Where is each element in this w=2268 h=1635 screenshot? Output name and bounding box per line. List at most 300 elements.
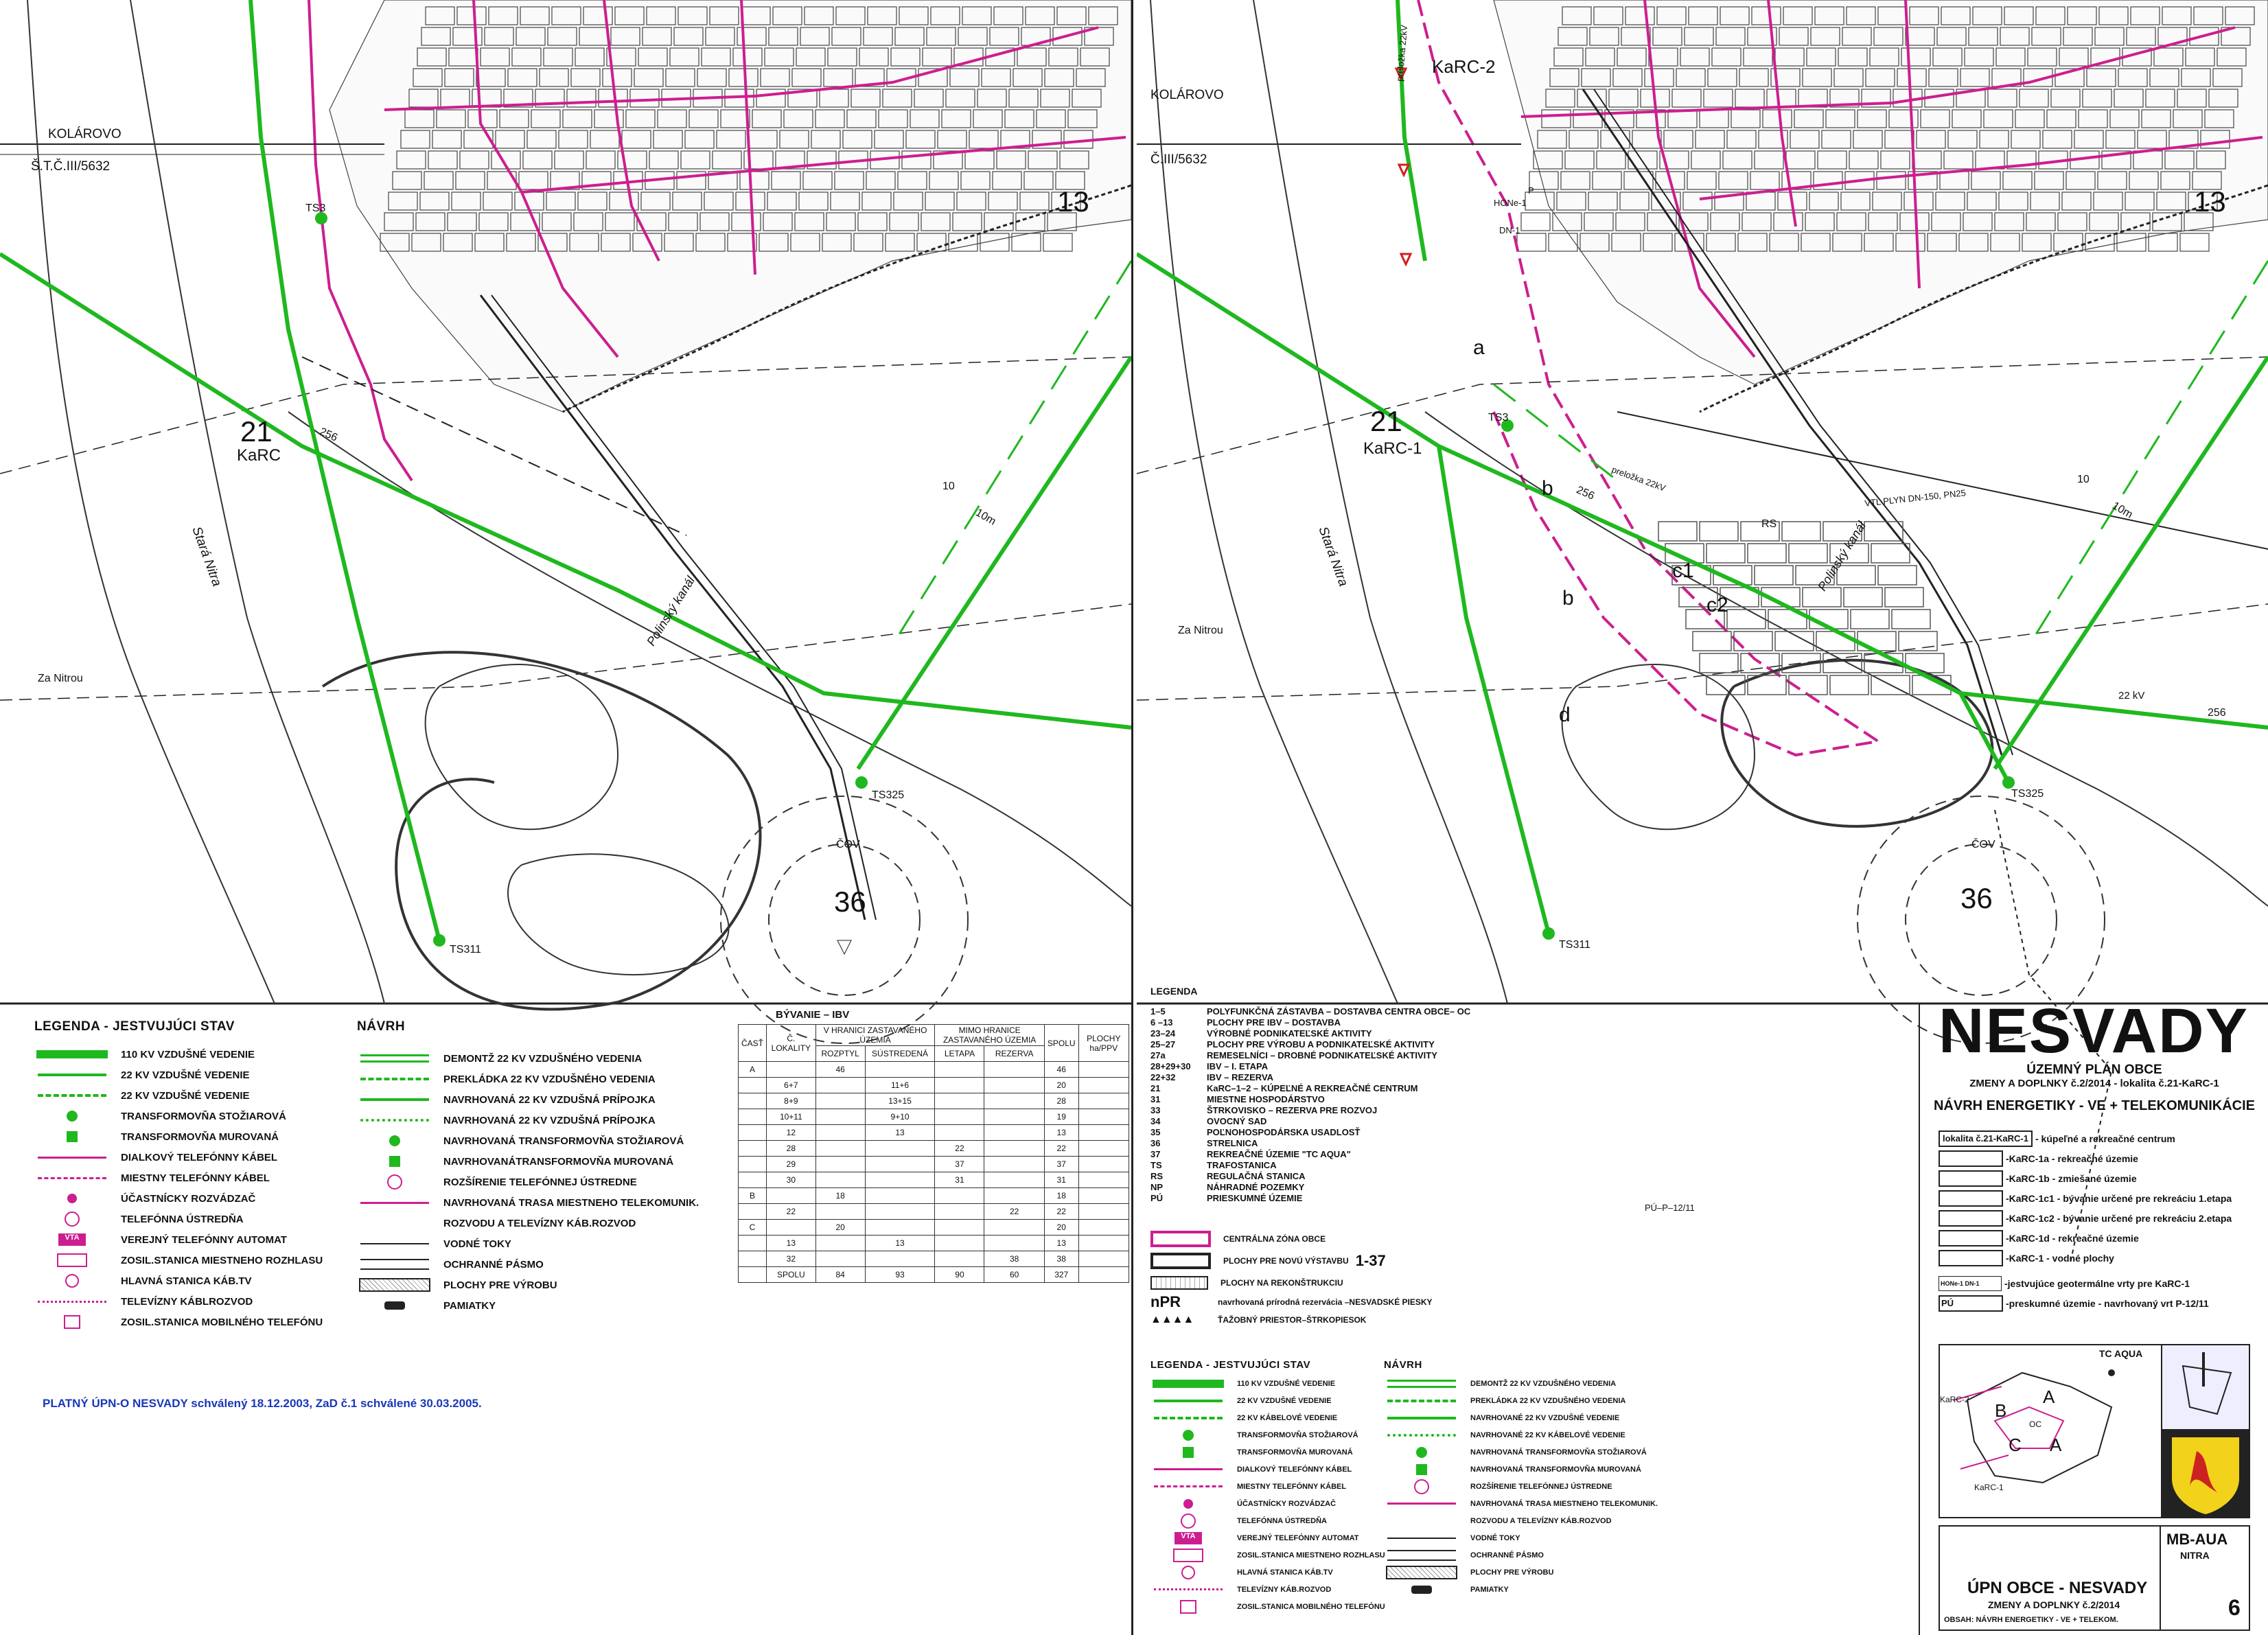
table-cell: 11+6 [865, 1078, 935, 1093]
table-row [739, 1062, 1129, 1078]
table-cell: 37 [935, 1157, 984, 1172]
legend-row [357, 1213, 699, 1233]
table-cell [935, 1078, 984, 1093]
table-cell: SPOLU [767, 1267, 816, 1283]
legend-symbol [357, 1195, 432, 1210]
table-cell [1078, 1141, 1129, 1157]
code-value: PLOCHY PRE VÝROBU A PODNIKATEĽSKÉ AKTIVITY [1207, 1039, 1435, 1050]
table-cell: 38 [984, 1251, 1044, 1267]
legend-symbol: VTA [34, 1232, 110, 1247]
legend-row [34, 1291, 323, 1312]
table-cell [1078, 1172, 1129, 1188]
map-label-karc: KaRC [237, 446, 281, 465]
map-label-ts311: TS311 [450, 944, 481, 955]
table-cell [865, 1062, 935, 1078]
table-cell: 13 [865, 1236, 935, 1251]
lokalita-swatch [1939, 1170, 2003, 1187]
lokalita-label: -KaRC-1c2 - bývanie určené pre rekreáciu 2.etapa [2006, 1212, 2232, 1224]
stamp-sheet: 6 [2228, 1595, 2241, 1620]
map-label-kolarovo: KOLÁROVO [48, 127, 121, 141]
table-cell [865, 1141, 935, 1157]
legend-label: DIALKOVÝ TELEFÓNNY KÁBEL [1237, 1465, 1352, 1474]
code-row [1150, 1138, 1470, 1149]
legend-symbol [34, 1273, 110, 1288]
lokalita-label: -KaRC-1c1 - bývanie určené pre rekreáciu 1.etapa [2006, 1192, 2232, 1204]
table-cell [935, 1251, 984, 1267]
table-cell [935, 1125, 984, 1141]
map-label-a: a [1473, 336, 1485, 359]
code-key: 36 [1150, 1138, 1161, 1148]
map-label-256-r: 256 [2208, 707, 2226, 719]
legend-symbol [1384, 1428, 1459, 1443]
left-map-panel [0, 0, 1131, 1635]
table-cell: 327 [1044, 1267, 1078, 1283]
map-label-ts325-r: TS325 [2011, 788, 2044, 800]
legend-row [357, 1172, 699, 1192]
legend-symbol [1150, 1445, 1226, 1460]
north-arrow-box [2161, 1344, 2250, 1432]
zone-recon: PLOCHY NA REKONŠTRUKCIU [1220, 1278, 1343, 1288]
table-cell [1078, 1204, 1129, 1220]
code-key: RS [1150, 1171, 1164, 1181]
table-cell [815, 1157, 865, 1172]
inset-karc2: KaRC-2 [1940, 1395, 1969, 1404]
table-cell [815, 1093, 865, 1109]
table-cell: 22 [935, 1141, 984, 1157]
legend-symbol [1150, 1514, 1226, 1529]
table-cell [984, 1093, 1044, 1109]
inset-karc1: KaRC-1 [1974, 1483, 2004, 1492]
code-value: MIESTNE HOSPODÁRSTVO [1207, 1094, 1325, 1104]
map-label-13: 13 [1057, 185, 1089, 218]
table-cell [1078, 1220, 1129, 1236]
legend-row [1384, 1495, 1658, 1512]
table-cell: 37 [1044, 1157, 1078, 1172]
table-row [739, 1141, 1129, 1157]
legend-label: 22 KV VZDUŠNÉ VEDENIE [121, 1069, 250, 1081]
map-label-rs: RS [1761, 518, 1777, 530]
table-cell [815, 1078, 865, 1093]
map-label-10m: 10m [973, 507, 998, 528]
legend-row [34, 1209, 323, 1229]
legend-label: TRANSFORMOVŇA MUROVANÁ [121, 1130, 279, 1143]
legend-label: TELEVÍZNY KÁBLROZVOD [121, 1295, 253, 1308]
legend-symbol [357, 1216, 432, 1231]
table-cell [1078, 1236, 1129, 1251]
geo-symbol: HONe-1 DN-1 [1939, 1276, 2002, 1291]
legend-label: NAVRHOVANÁ TRASA MIESTNEHO TELEKOMUNIK. [443, 1196, 699, 1209]
legend-row [1150, 1409, 1385, 1426]
legend-symbol [1150, 1428, 1226, 1443]
code-row [1150, 1039, 1470, 1050]
legend-row [34, 1065, 323, 1085]
legend-symbol [357, 1113, 432, 1128]
map-label-22kv: 22 kV [2118, 690, 2145, 701]
code-row [1150, 1006, 1470, 1017]
right-map-panel [1137, 0, 2268, 1635]
lokalita-head-text: - kúpeľné a rekreačné centrum [2035, 1133, 2175, 1144]
code-value: VÝROBNÉ PODNIKATEĽSKÉ AKTIVITY [1207, 1028, 1372, 1039]
doc-subtitle-1: ÚZEMNÝ PLÁN OBCE [2026, 1063, 2162, 1077]
table-cell: 38 [1044, 1251, 1078, 1267]
legend-label: OCHRANNÉ PÁSMO [443, 1258, 544, 1271]
legend-symbol [1384, 1479, 1459, 1494]
table-cell: 9+10 [865, 1109, 935, 1125]
legend-row [1150, 1478, 1385, 1495]
code-value: PRIESKUMNÉ ÚZEMIE [1207, 1193, 1303, 1203]
code-row [1150, 1149, 1470, 1160]
legend-label: VEREJNÝ TELEFÓNNY AUTOMAT [121, 1233, 287, 1246]
legend-symbol [1384, 1565, 1459, 1580]
zone-recon-symbol [1150, 1276, 1208, 1290]
code-key: 31 [1150, 1094, 1161, 1104]
legend-symbol [1384, 1445, 1459, 1460]
table-row [739, 1078, 1129, 1093]
legend-symbol [1150, 1582, 1226, 1597]
inset-c: C [2009, 1435, 2022, 1455]
zone-central: CENTRÁLNA ZÓNA OBCE [1223, 1234, 1326, 1244]
legend-row [34, 1044, 323, 1065]
table-cell [865, 1172, 935, 1188]
legend-row [34, 1085, 323, 1106]
map-label-p: P [1528, 185, 1534, 196]
table-cell: 22 [1044, 1204, 1078, 1220]
table-cell [1078, 1267, 1129, 1283]
tazobny-symbol: ▲▲▲▲ [1150, 1314, 1194, 1325]
table-cell [1078, 1093, 1129, 1109]
doc-subtitle-2: ZMENY A DOPLNKY č.2/2014 - lokalita č.21-KaRC-1 [1969, 1078, 2219, 1089]
code-value: REKREAČNÉ ÚZEMIE "TC AQUA" [1207, 1149, 1351, 1159]
table-cell: 22 [984, 1204, 1044, 1220]
legend-label: ZOSIL.STANICA MOBILNÉHO TELEFÓNU [1237, 1602, 1385, 1611]
legend-row [1150, 1512, 1385, 1529]
legend-label: NAVRHOVANÉ 22 KV KÁBELOVÉ VEDENIE [1470, 1430, 1625, 1439]
map-label-vtl: VTL PLYN DN-150, PN25 [1864, 487, 1967, 509]
code-key: 27a [1150, 1050, 1166, 1060]
table-cell [935, 1093, 984, 1109]
legend-title-r: LEGENDA - JESTVUJÚCI STAV [1150, 1359, 1311, 1371]
table-cell [1078, 1188, 1129, 1204]
table-cell: 13 [767, 1236, 816, 1251]
table-cell: 13 [1044, 1236, 1078, 1251]
table-cell: 84 [815, 1267, 865, 1283]
legend-label: PREKLÁDKA 22 KV VZDUŠNÉHO VEDENIA [443, 1073, 656, 1085]
table-cell [984, 1172, 1044, 1188]
zones-legend [1150, 1229, 1433, 1329]
table-cell [935, 1109, 984, 1125]
legend-label: 22 KV VZDUŠNÉ VEDENIE [1237, 1396, 1332, 1405]
code-value: PLOCHY PRE IBV – DOSTAVBA [1207, 1017, 1341, 1028]
legend-label: OCHRANNÉ PÁSMO [1470, 1551, 1544, 1559]
code-row [1150, 1160, 1470, 1171]
ibv-head-lok: Č. LOKALITY [767, 1025, 816, 1062]
ibv-table [738, 1024, 1129, 1283]
lokalita-row [1939, 1188, 2232, 1208]
legend-label: ZOSIL.STANICA MIESTNEHO ROZHLASU [121, 1254, 323, 1266]
map-label-prek2: preložka 22kV [1610, 464, 1667, 494]
legend-label: TELEVÍZNY KÁB.ROZVOD [1237, 1585, 1332, 1594]
map-label-b: b [1542, 477, 1553, 500]
legend-symbol [1150, 1565, 1226, 1580]
legend-label: NAVRHOVANÁ TRANSFORMOVŇA STOŽIAROVÁ [1470, 1448, 1647, 1457]
table-cell [815, 1251, 865, 1267]
code-value: POLYFUNKČNÁ ZÁSTAVBA – DOSTAVBA CENTRA OBCE– OC [1207, 1006, 1471, 1017]
lokality-legend [1939, 1128, 2232, 1313]
ibv-table-title: BÝVANIE – IBV [776, 1009, 850, 1021]
code-row [1150, 1094, 1470, 1105]
table-cell [984, 1236, 1044, 1251]
map-label-36: 36 [834, 885, 866, 918]
map-label-b2: b [1562, 587, 1574, 610]
legend-symbol [1384, 1582, 1459, 1597]
table-cell: 12 [767, 1125, 816, 1141]
code-key: 28+29+30 [1150, 1061, 1191, 1071]
legend-symbol [357, 1257, 432, 1272]
legend-row [1150, 1461, 1385, 1478]
lokalita-swatch [1939, 1190, 2003, 1207]
lokalita-row [1939, 1248, 2232, 1268]
legend-symbol [34, 1191, 110, 1206]
legend-row [357, 1151, 699, 1172]
stamp-firm: MB-AUA [2166, 1531, 2228, 1548]
ibv-head-mimo: MIMO HRANICE ZASTAVANÉHO ÚZEMIA [935, 1025, 1044, 1046]
code-value: POĽNOHOSPODÁRSKA USADLOSŤ [1207, 1127, 1361, 1137]
table-cell [767, 1220, 816, 1236]
legend-symbol [1384, 1548, 1459, 1563]
legend-row [1384, 1443, 1658, 1461]
zone-new-symbol [1150, 1253, 1211, 1269]
inset-map-canvas [1940, 1345, 2162, 1517]
legend-symbol [34, 1170, 110, 1185]
code-row [1150, 1193, 1470, 1204]
table-cell: 6+7 [767, 1078, 816, 1093]
table-cell [865, 1188, 935, 1204]
legend-symbol [1384, 1411, 1459, 1426]
code-value: NÁHRADNÉ POZEMKY [1207, 1182, 1305, 1192]
ibv-sub-letapa: LETAPA [935, 1046, 984, 1062]
legend-label: 110 KV VZDUŠNÉ VEDENIE [1237, 1379, 1336, 1388]
table-row [739, 1251, 1129, 1267]
legend-label: ZOSIL.STANICA MOBILNÉHO TELEFÓNU [121, 1316, 323, 1328]
legend-symbol [34, 1129, 110, 1144]
legend-row [357, 1233, 699, 1254]
legend-symbol [1384, 1462, 1459, 1477]
map-label-256: 256 [317, 426, 340, 444]
legend-label: 110 KV VZDUŠNÉ VEDENIE [121, 1048, 255, 1060]
table-cell [1078, 1078, 1129, 1093]
stamp-obsah: OBSAH: NÁVRH ENERGETIKY - VE + TELEKOM. [1944, 1616, 2118, 1624]
code-value: REMESELNÍCI – DROBNÉ PODNIKATEĽSKÉ AKTIVITY [1207, 1050, 1437, 1060]
legend-symbol [1384, 1393, 1459, 1408]
code-key: 35 [1150, 1127, 1161, 1137]
legend-label: DEMONTŽ 22 KV VZDUŠNÉHO VEDENIA [443, 1052, 643, 1065]
code-row [1150, 1171, 1470, 1182]
codes-list [1150, 1006, 1470, 1204]
legend-row [357, 1110, 699, 1130]
legend-row [34, 1106, 323, 1126]
lokalita-head-box: lokalita č.21-KaRC-1 [1939, 1130, 2033, 1147]
map-label-za-nitrou: Za Nitrou [38, 673, 83, 684]
map-label-10m-r: 10m [2110, 500, 2135, 521]
legend-label: NAVRHOVANÁ TRASA MIESTNEHO TELEKOMUNIK. [1470, 1499, 1658, 1508]
table-cell: 18 [815, 1188, 865, 1204]
code-key: PÚ [1150, 1193, 1164, 1203]
lokalita-label: -KaRC-1d - rekreačné územie [2006, 1232, 2139, 1244]
map-label-polinsky: Polinský kanál [644, 574, 698, 649]
ibv-head-spolu: SPOLU [1044, 1025, 1078, 1062]
inset-tc: TC AQUA [2099, 1348, 2143, 1359]
table-cell [739, 1157, 767, 1172]
legend-label: MIESTNY TELEFÓNNY KÁBEL [121, 1172, 270, 1184]
table-cell: 28 [1044, 1093, 1078, 1109]
geo-text: -jestvujúce geotermálne vrty pre KaRC-1 [2004, 1277, 2190, 1289]
pu-symbol: PÚ [1939, 1295, 2003, 1312]
legend-label: PREKLÁDKA 22 KV VZDUŠNÉHO VEDENIA [1470, 1396, 1626, 1405]
map-label-polinsky-r: Polinský kanál [1815, 519, 1869, 594]
table-cell [739, 1172, 767, 1188]
legend-symbol [357, 1154, 432, 1169]
table-cell [935, 1236, 984, 1251]
legend-symbol [1150, 1462, 1226, 1477]
table-cell [865, 1220, 935, 1236]
legend-label: PAMIATKY [443, 1299, 496, 1312]
legend-symbol [34, 1150, 110, 1165]
map-label-road-r: Č.III/5632 [1150, 152, 1207, 167]
legend-label: TELEFÓNNA ÚSTREDŇA [121, 1213, 244, 1225]
legend-label: DEMONTŽ 22 KV VZDUŠNÉHO VEDENIA [1470, 1379, 1617, 1388]
table-row [739, 1125, 1129, 1141]
code-value: IBV – REZERVA [1207, 1072, 1274, 1082]
table-cell [984, 1188, 1044, 1204]
map-label-cov-r: ČOV [1971, 839, 1995, 850]
table-cell: 90 [935, 1267, 984, 1283]
legend-symbol [34, 1109, 110, 1124]
table-cell [935, 1220, 984, 1236]
legend-label: TRANSFORMOVŇA STOŽIAROVÁ [1237, 1430, 1358, 1439]
ibv-sub-sustredena: SÚSTREDENÁ [865, 1046, 935, 1062]
legend-row [1150, 1564, 1385, 1581]
table-cell: 20 [815, 1220, 865, 1236]
table-cell: 20 [1044, 1078, 1078, 1093]
stamp-city: NITRA [2180, 1550, 2210, 1561]
code-key: NP [1150, 1182, 1164, 1192]
lokalita-row [1939, 1168, 2232, 1188]
legend-symbol [1150, 1548, 1226, 1563]
map-label-d: d [1559, 704, 1571, 726]
code-value: TRAFOSTANICA [1207, 1160, 1277, 1170]
legend-label: TRANSFORMOVŇA STOŽIAROVÁ [121, 1110, 286, 1122]
legend-symbol [34, 1047, 110, 1062]
table-cell [1078, 1125, 1129, 1141]
table-cell [984, 1109, 1044, 1125]
ibv-sub-rezerva: REZERVA [984, 1046, 1044, 1062]
legend-symbol [357, 1298, 432, 1313]
legend-symbol [1150, 1393, 1226, 1408]
legend-row [357, 1295, 699, 1316]
legend-row [1150, 1375, 1385, 1392]
legend-row [1150, 1529, 1385, 1546]
table-cell: 31 [1044, 1172, 1078, 1188]
lokalita-label: -KaRC-1a - rekreačné územie [2006, 1152, 2138, 1164]
legend-label: DIALKOVÝ TELEFÓNNY KÁBEL [121, 1151, 278, 1163]
legend-label: PLOCHY PRE VÝROBU [1470, 1568, 1554, 1577]
table-cell [815, 1125, 865, 1141]
table-cell: C [739, 1220, 767, 1236]
inset-oc: OC [2029, 1419, 2041, 1429]
code-row [1150, 1072, 1470, 1083]
legend-row [1150, 1426, 1385, 1443]
legend-row [34, 1126, 323, 1147]
table-cell [1078, 1251, 1129, 1267]
table-cell: 60 [984, 1267, 1044, 1283]
legend-row [1150, 1581, 1385, 1598]
inset-map [1939, 1344, 2164, 1518]
code-row [1150, 1116, 1470, 1127]
code-row [1150, 1182, 1470, 1193]
table-cell: 8+9 [767, 1093, 816, 1109]
table-cell [739, 1204, 767, 1220]
code-value: IBV – I. ETAPA [1207, 1061, 1269, 1071]
legend-label: VODNÉ TOKY [443, 1238, 511, 1250]
left-map-canvas [0, 0, 1131, 1635]
coat-of-arms-icon [2161, 1429, 2250, 1518]
map-label-21-r: 21 [1370, 405, 1402, 437]
map-label-dn: DN-1 [1499, 225, 1520, 235]
table-cell [865, 1204, 935, 1220]
legend-row [1384, 1392, 1658, 1409]
table-cell [739, 1078, 767, 1093]
legend-row [34, 1168, 323, 1188]
legend-label: PAMIATKY [1470, 1585, 1509, 1594]
zone-range: 1-37 [1355, 1252, 1386, 1269]
map-label-c2: c2 [1706, 594, 1728, 616]
table-row [739, 1267, 1129, 1283]
legend-symbol [1150, 1411, 1226, 1426]
legend-label: HLAVNÁ STANICA KÁB.TV [121, 1275, 252, 1287]
legend-row [357, 1275, 699, 1295]
zone-new: PLOCHY PRE NOVÚ VÝSTAVBU [1223, 1256, 1349, 1266]
table-cell [1078, 1109, 1129, 1125]
legend-row [1384, 1478, 1658, 1495]
legend-symbol [1150, 1599, 1226, 1614]
map-label-13-r: 13 [2194, 185, 2226, 218]
legend-symbol [357, 1277, 432, 1292]
map-label-10-r: 10 [2077, 474, 2090, 485]
legend-label: NAVRHOVANÁ 22 KV VZDUŠNÁ PRÍPOJKA [443, 1093, 656, 1106]
legend-symbol [34, 1314, 110, 1330]
code-key: 21 [1150, 1083, 1161, 1093]
legend-row [34, 1312, 323, 1332]
legend-label: NAVRHOVANÁ TRANSFORMOVŇA MUROVANÁ [1470, 1465, 1641, 1474]
code-value: ŠTRKOVISKO – REZERVA PRE ROZVOJ [1207, 1105, 1378, 1115]
table-cell: 22 [1044, 1141, 1078, 1157]
pu-text: -preskumné územie - navrhovaný vrt P-12/11 [2006, 1297, 2209, 1309]
table-cell [739, 1251, 767, 1267]
legend-label: TRANSFORMOVŇA MUROVANÁ [1237, 1448, 1353, 1457]
legend-symbol [1384, 1376, 1459, 1391]
code-key: 37 [1150, 1149, 1161, 1159]
table-cell [865, 1157, 935, 1172]
legend-symbol [1150, 1479, 1226, 1494]
lokalita-swatch [1939, 1250, 2003, 1266]
left-legend-proposal [357, 1019, 699, 1316]
legend-row [1384, 1375, 1658, 1392]
code-key: 23–24 [1150, 1028, 1176, 1039]
table-cell: 46 [815, 1062, 865, 1078]
legend-symbol [34, 1088, 110, 1103]
legend-symbol [357, 1236, 432, 1251]
legend-row [357, 1048, 699, 1069]
